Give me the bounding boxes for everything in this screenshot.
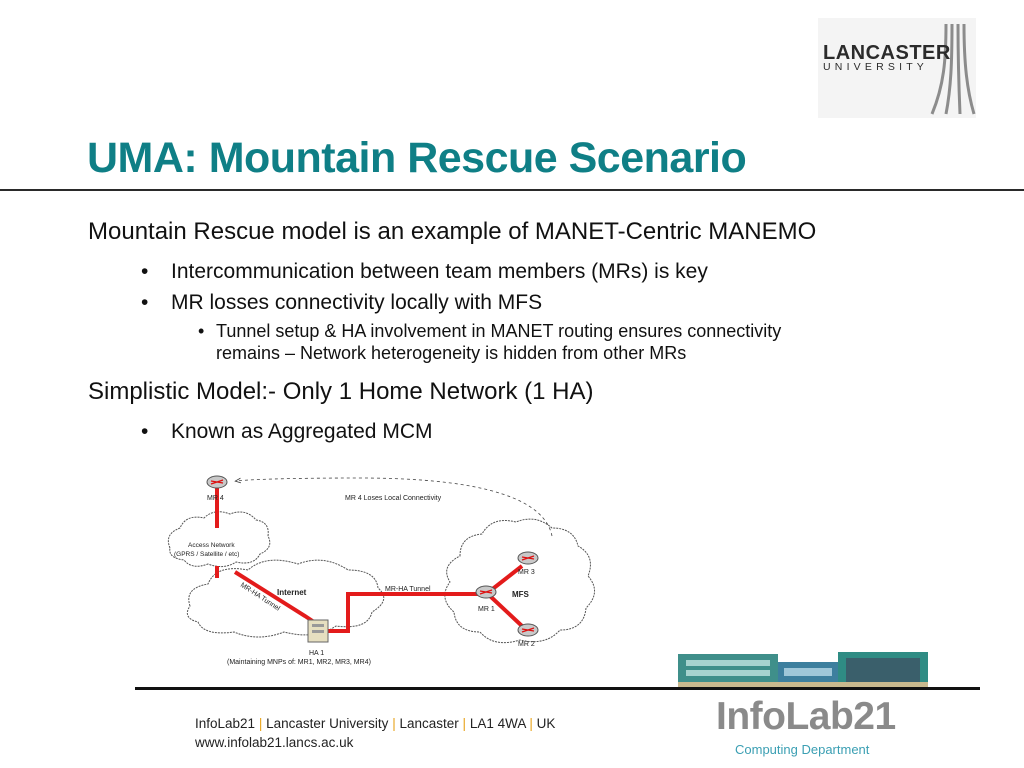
label-ha1: HA 1 <box>309 650 325 657</box>
bullet-marker: • <box>141 420 149 443</box>
lancaster-logo-mark <box>926 20 976 116</box>
footer-separator: | <box>529 716 533 731</box>
infolab-department: Computing Department <box>735 742 870 757</box>
footer-org-city: Lancaster <box>399 716 459 731</box>
footer-country: UK <box>536 716 556 731</box>
access-network-cloud <box>168 512 269 567</box>
sub-sub-bullet-line-1: Tunnel setup & HA involvement in MANET routing ensures connectivity <box>216 321 782 341</box>
bullet-marker: • <box>141 291 149 314</box>
sub-sub-bullet-line-2: remains – Network heterogeneity is hidden from other MRs <box>216 343 687 363</box>
footer-postcode: LA1 4WA <box>469 716 526 731</box>
label-mr4: MR 4 <box>207 495 224 502</box>
home-agent-server-icon <box>308 620 328 642</box>
bullet-point-1: Mountain Rescue model is an example of MANET-Centric MANEMO <box>88 218 817 245</box>
logo-wordmark-university: UNIVERSITY <box>823 61 929 73</box>
bullet-marker: • <box>198 321 205 341</box>
sub-bullet-1-2: MR losses connectivity locally with MFS <box>171 291 543 314</box>
router-mr1-icon <box>476 586 496 598</box>
router-mr3-icon <box>518 552 538 564</box>
router-mr4-icon <box>207 476 227 488</box>
label-ha1-caption: (Maintaining MNPs of: MR1, MR2, MR3, MR4) <box>227 659 371 666</box>
label-mr-ha-tunnel-left: MR-HA Tunnel <box>238 581 281 613</box>
infolab-building-illustration <box>678 650 928 690</box>
network-diagram <box>160 466 620 676</box>
infolab-logo: InfoLab21 <box>716 695 896 738</box>
footer-divider <box>135 687 980 690</box>
label-mr-ha-tunnel-right: MR-HA Tunnel <box>385 586 431 593</box>
footer-org-university: Lancaster University <box>266 716 389 731</box>
slide-title: UMA: Mountain Rescue Scenario <box>87 134 747 182</box>
label-mfs: MFS <box>512 590 529 599</box>
title-divider <box>0 189 1024 191</box>
label-loses-connectivity: MR 4 Loses Local Connectivity <box>345 495 442 502</box>
footer-separator: | <box>392 716 396 731</box>
router-mr2-icon <box>518 624 538 636</box>
label-access-network: Access Network <box>188 542 235 549</box>
footer-org-infolab: InfoLab21 <box>195 716 256 731</box>
label-access-network-types: (GPRS / Satellite / etc) <box>174 551 240 558</box>
footer-website: www.infolab21.lancs.ac.uk <box>195 735 354 750</box>
label-mr1: MR 1 <box>478 606 495 613</box>
sub-bullet-2-1: Known as Aggregated MCM <box>171 420 433 443</box>
footer-separator: | <box>258 716 263 731</box>
label-mr3: MR 3 <box>518 569 535 576</box>
footer-separator: | <box>462 716 467 731</box>
label-internet: Internet <box>277 588 307 597</box>
label-mr2: MR 2 <box>518 641 535 648</box>
footer-address <box>195 716 555 731</box>
sub-bullet-1-1: Intercommunication between team members (MRs) is key <box>171 260 708 283</box>
bullet-point-2: Simplistic Model:- Only 1 Home Network (1 HA) <box>88 378 594 405</box>
bullet-marker: • <box>141 260 149 283</box>
logo-wordmark-lancaster: LANCASTER <box>823 42 951 64</box>
